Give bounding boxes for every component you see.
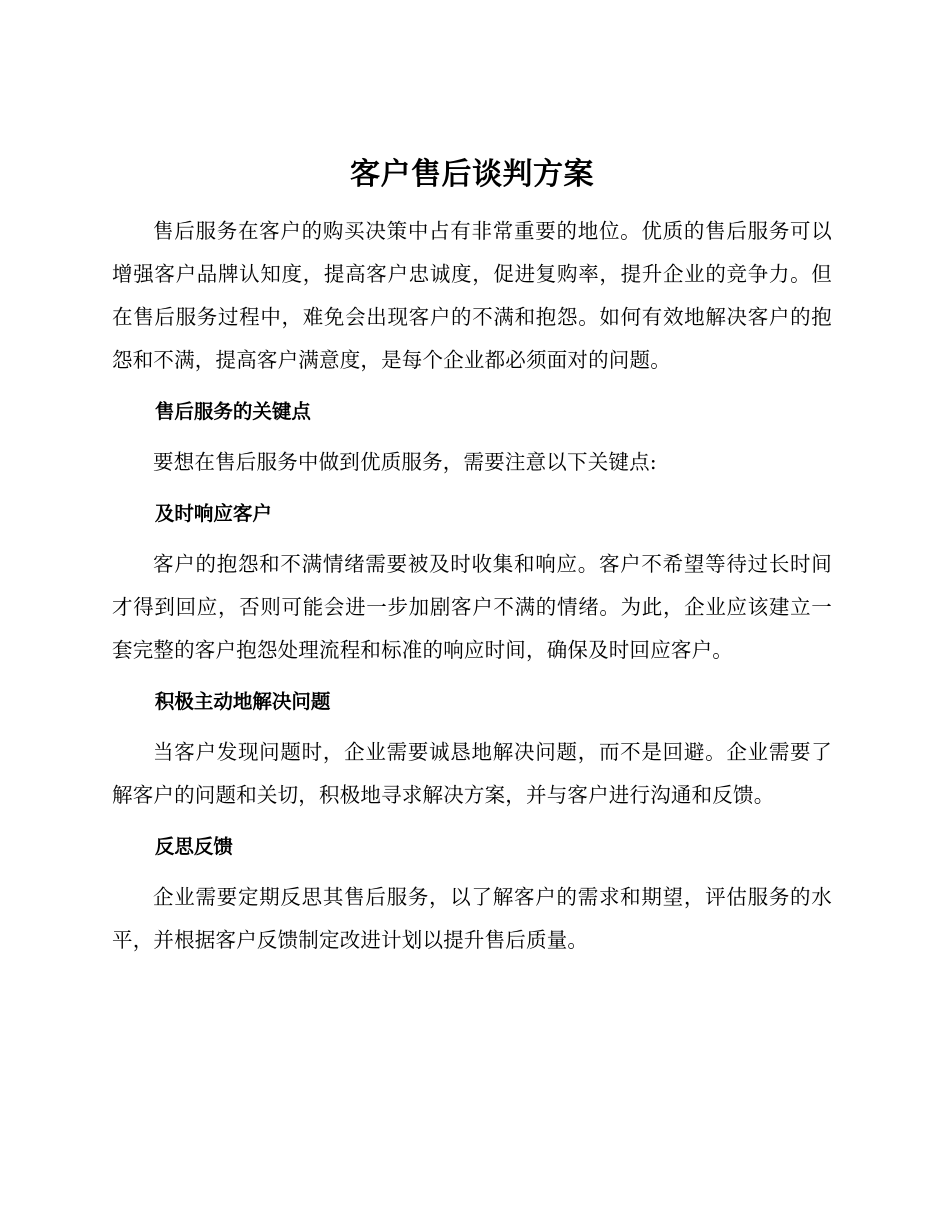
section-heading-key-points: 售后服务的关键点: [154, 400, 311, 423]
section-paragraph-timely-response: 客户的抱怨和不满情绪需要被及时收集和响应。客户不希望等待过长时间才得到回应，否则可能会进一步加剧客户不满的情绪。为此，企业应该建立一套完整的客户抱怨处理流程和标准的响应时间，确保及时回应客户。: [112, 552, 832, 662]
document-page: [112, 150, 832, 962]
section-paragraph-key-points: 要想在售后服务中做到优质服务，需要注意以下关键点:: [153, 450, 657, 474]
section-paragraph-reflection-feedback: 企业需要定期反思其售后服务，以了解客户的需求和期望，评估服务的水平，并根据客户反馈制定改进计划以提升售后质量。: [112, 885, 832, 952]
section-heading-reflection-feedback: 反思反馈: [154, 835, 233, 858]
intro-paragraph: 售后服务在客户的购买决策中占有非常重要的地位。优质的售后服务可以增强客户品牌认知度，提高客户忠诚度，促进复购率，提升企业的竞争力。但在售后服务过程中，难免会出现客户的不满和抱怨。如何有效地解决客户的抱怨和不满，提高客户满意度，是每个企业都必须面对的问题。: [112, 219, 832, 372]
document-title: 客户售后谈判方案: [350, 157, 594, 192]
section-paragraph-proactive-solving: 当客户发现问题时，企业需要诚恳地解决问题，而不是回避。企业需要了解客户的问题和关切，积极地寻求解决方案，并与客户进行沟通和反馈。: [112, 740, 832, 807]
section-heading-proactive-solving: 积极主动地解决问题: [154, 690, 331, 713]
section-heading-timely-response: 及时响应客户: [154, 502, 272, 525]
